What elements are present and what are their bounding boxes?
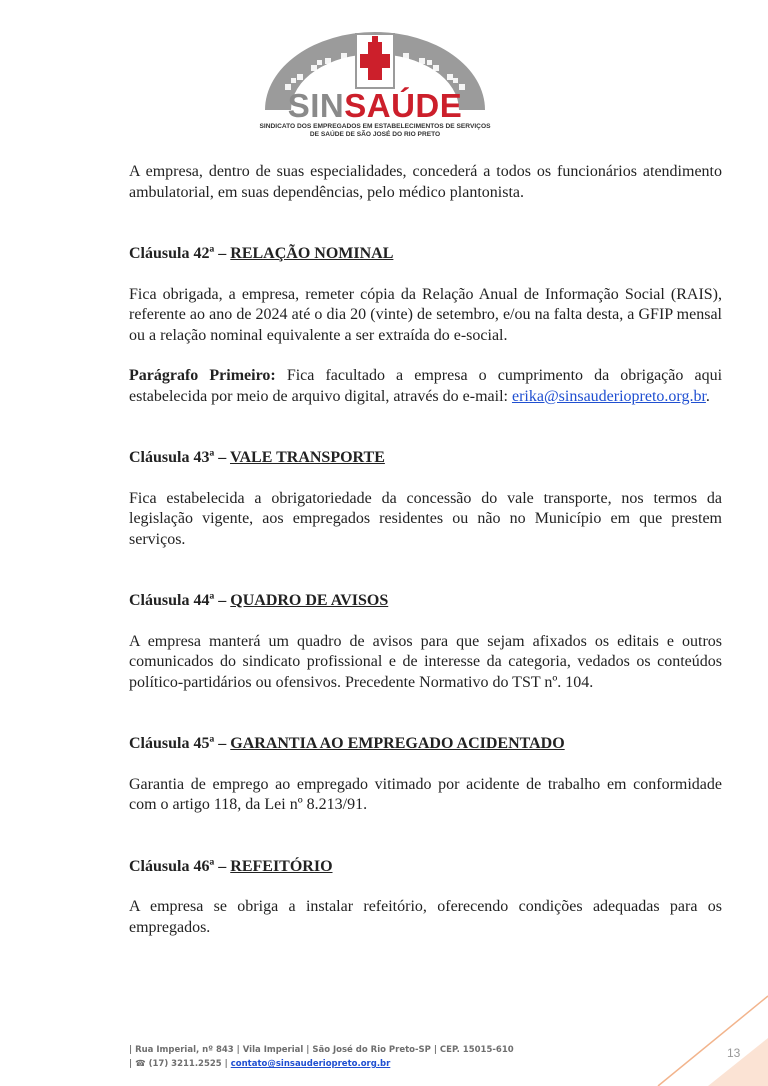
clause-46-body: A empresa se obriga a instalar refeitório, oferecendo condições adequadas para os empregados. (129, 898, 722, 936)
footer-contact (129, 1057, 689, 1071)
clause-45-heading: Cláusula 45ª – GARANTIA AO EMPREGADO ACIDENTADO (129, 735, 565, 752)
corner-decoration (638, 976, 768, 1086)
clause-42-paragraph-primeiro: Parágrafo Primeiro: Fica facultado a empresa o cumprimento da obrigação aqui estabelecida por meio de arquivo digital, através do e-mail: erika@sinsauderiopreto.org.br. (129, 367, 723, 405)
page-footer (129, 1043, 689, 1071)
rais-email-link[interactable]: erika@sinsauderiopreto.org.br (511, 387, 706, 405)
clause-43-body: Fica estabelecida a obrigatoriedade da concessão do vale transporte, nos termos da legislação vigente, aos empregados residentes ou não no Município em que prestem serviços. (129, 489, 722, 548)
logo-subtitle-line1: SINDICATO DOS EMPREGADOS EM ESTABELECIMENTOS DE SERVIÇOS (259, 123, 491, 130)
intro-paragraph: A empresa, dentro de suas especialidades, concederá a todos os funcionários atendimento ambulatorial, em suas dependências, pelo médico plantonista. (129, 163, 722, 201)
clause-46-heading: Cláusula 46ª – REFEITÓRIO (129, 857, 333, 875)
clause-42-heading: Cláusula 42ª – RELAÇÃO NOMINAL (129, 245, 394, 262)
clause-44-heading: Cláusula 44ª – QUADRO DE AVISOS (129, 592, 389, 609)
clause-43-heading: Cláusula 43ª – VALE TRANSPORTE (129, 449, 385, 466)
footer-email-link[interactable]: contato@sinsauderiopreto.org.br (230, 1059, 391, 1069)
logo-subtitle-line2: DE SAÚDE DE SÃO JOSÉ DO RIO PRETO (309, 131, 441, 138)
document-body (129, 162, 722, 938)
page-number: 13 (727, 1046, 741, 1060)
footer-phone: | ☎ (17) 3211.2525 | (129, 1059, 231, 1069)
clause-42-body: Fica obrigada, a empresa, remeter cópia da Relação Anual de Informação Social (RAIS), referente ao ano de 2024 até o dia 20 (vinte) de setembro, e/ou na falta desta, a GFIP mensal ou a relação nominal equivalente a ser extraída do e-social. (129, 285, 722, 344)
logo-wordmark: SINSAÚDE (287, 87, 463, 124)
footer-address: | Rua Imperial, nº 843 | Vila Imperial | São José do Rio Preto-SP | CEP. 15015-610 (129, 1045, 514, 1055)
clause-44-body: A empresa manterá um quadro de avisos para que sejam afixados os editais e outros comunicados do sindicato profissional e de interesse da categoria, vedados os conteúdos político-partidários ou ofensivos. Precedente Normativo do TST nº. 104. (129, 632, 722, 691)
sinsaude-logo (255, 28, 495, 138)
clause-45-body: Garantia de emprego ao empregado vitimado por acidente de trabalho em conformidade com o artigo 118, da Lei nº 8.213/91. (129, 775, 722, 813)
